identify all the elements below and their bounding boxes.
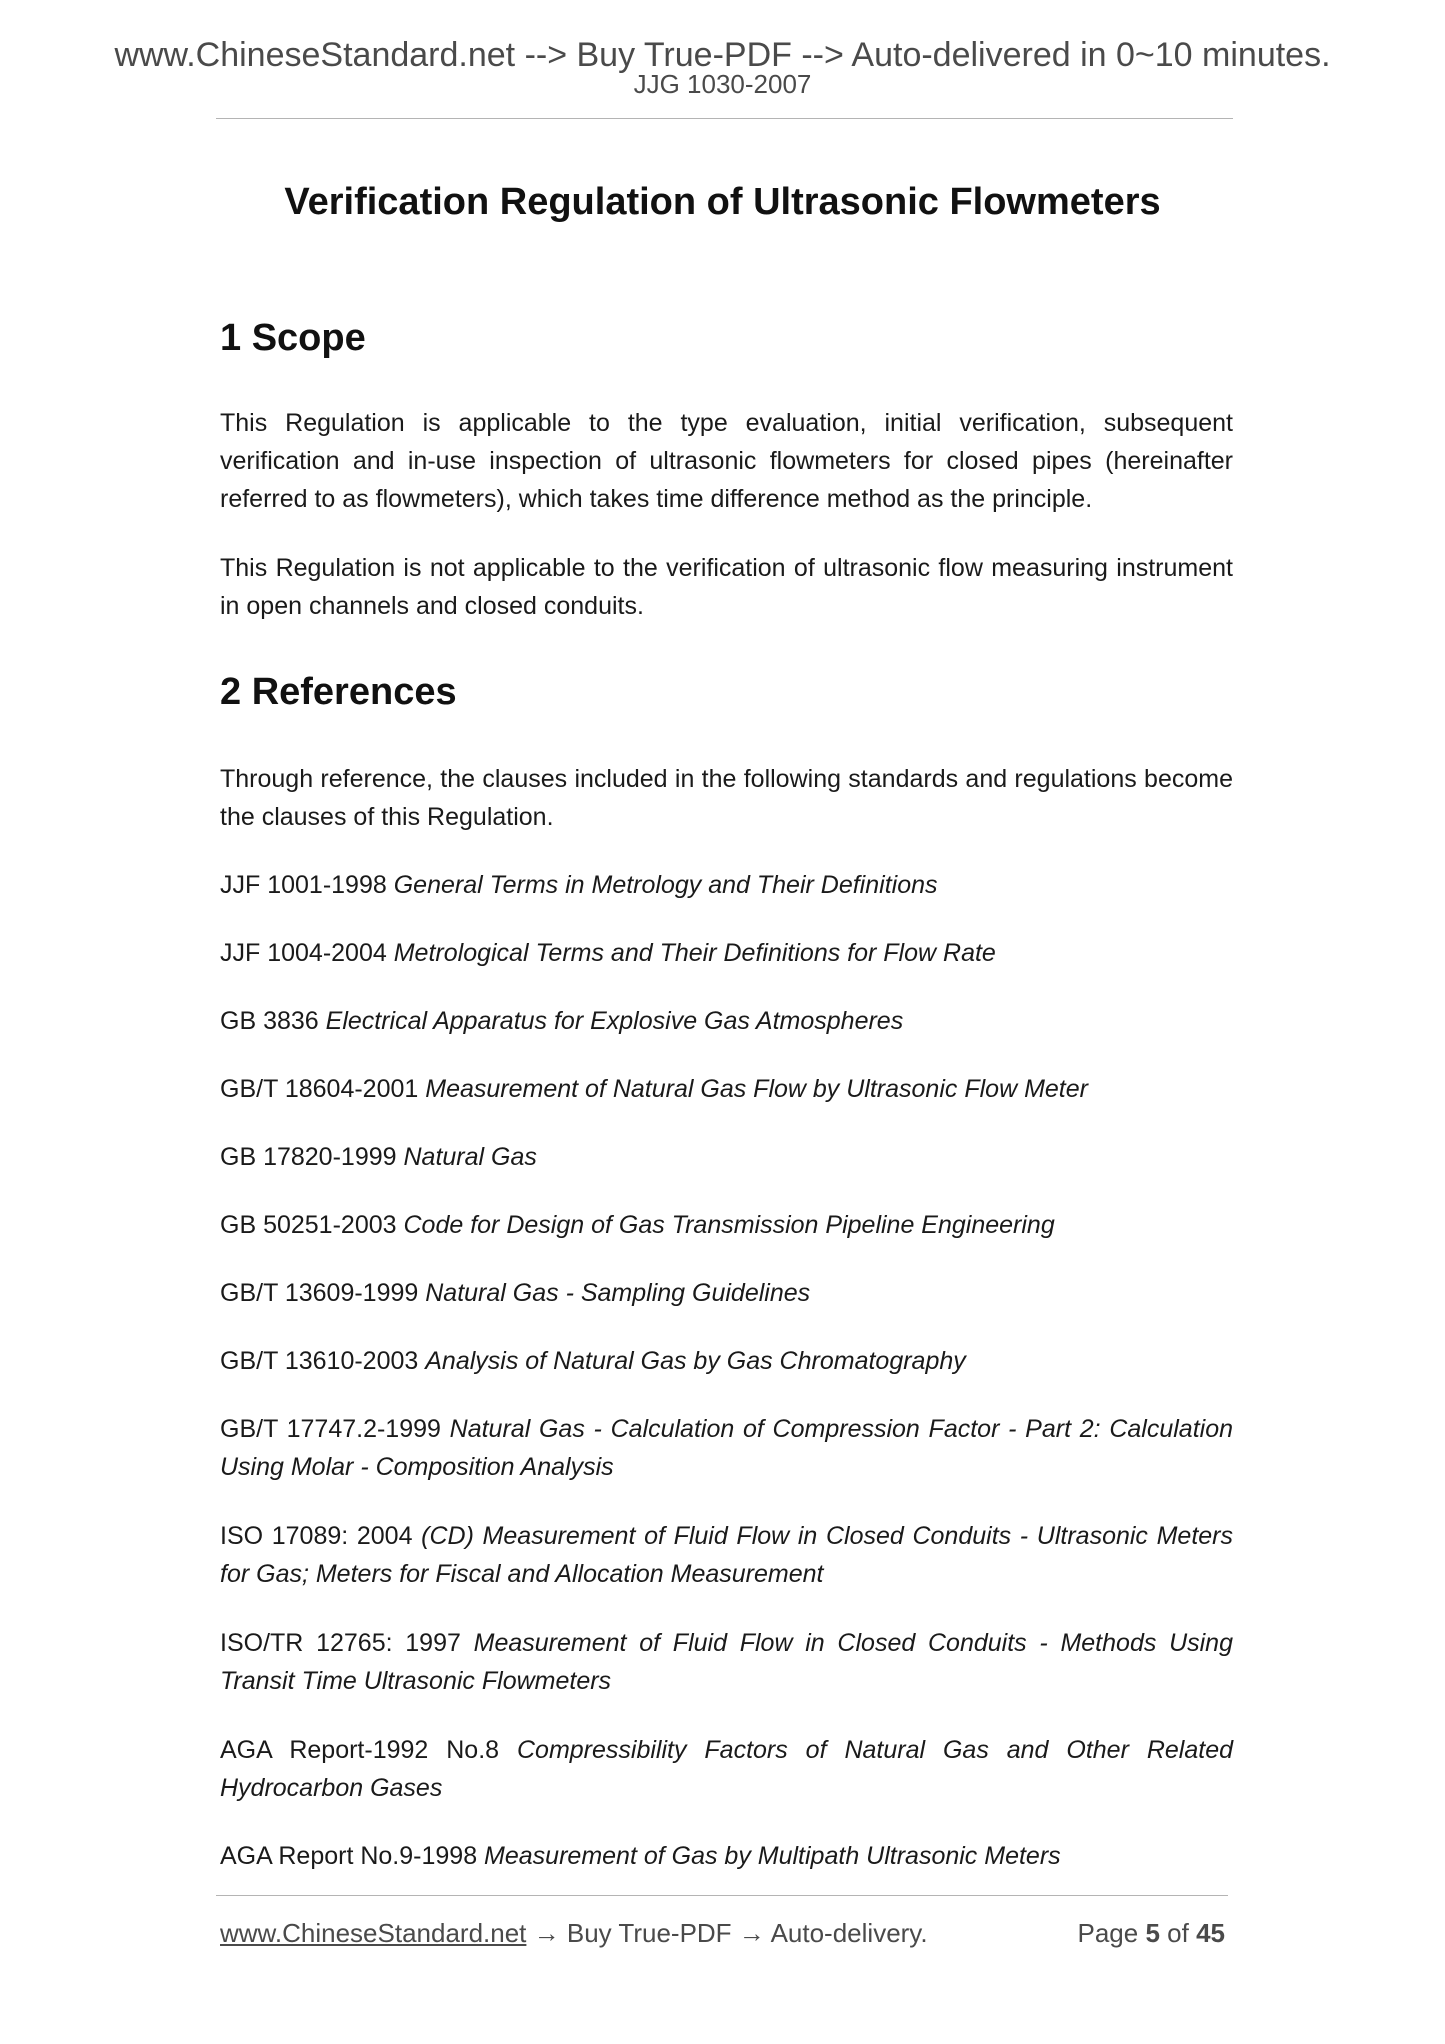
references-intro: Through reference, the clauses included in the following standards and regulations become the clauses of this Regulation. — [220, 765, 1233, 831]
section-heading-references: 2 References — [220, 671, 457, 713]
reference-item — [220, 1070, 1233, 1108]
reference-title: Measurement of Fluid Flow in Closed Conduits - Methods Using Transit Time Ultrasonic Flowmeters — [220, 1629, 1233, 1695]
reference-title: (CD) Measurement of Fluid Flow in Closed Conduits - Ultrasonic Meters for Gas; Meters for Fiscal and Allocation Measurement — [220, 1522, 1233, 1588]
reference-item — [220, 1410, 1233, 1486]
page-label: Page — [1077, 1918, 1139, 1948]
reference-title: Metrological Terms and Their Definitions for Flow Rate — [393, 939, 996, 967]
reference-code: ISO 17089: 2004 — [220, 1522, 413, 1550]
reference-title: Analysis of Natural Gas by Gas Chromatography — [425, 1347, 966, 1375]
footer-site-link[interactable]: www.ChineseStandard.net — [220, 1918, 527, 1948]
reference-title: Electrical Apparatus for Explosive Gas Atmospheres — [325, 1007, 904, 1035]
footer-divider — [216, 1895, 1228, 1896]
document-code: JJG 1030-2007 — [633, 69, 812, 99]
reference-item — [220, 1206, 1233, 1244]
reference-item — [220, 1274, 1233, 1312]
reference-item — [220, 1342, 1233, 1380]
reference-code: GB/T 17747.2-1999 — [220, 1415, 441, 1443]
reference-code: AGA Report No.9-1998 — [220, 1842, 478, 1870]
reference-item — [220, 1002, 1233, 1040]
reference-title: General Terms in Metrology and Their Definitions — [393, 871, 938, 899]
page-indicator — [1077, 1918, 1225, 1949]
section-heading-scope: 1 Scope — [220, 317, 366, 359]
reference-title: Natural Gas - Sampling Guidelines — [425, 1279, 811, 1307]
page-banner: www.ChineseStandard.net --> Buy True-PDF --> Auto-delivered in 0~10 minutes. — [114, 36, 1331, 74]
reference-title: Natural Gas — [403, 1143, 537, 1171]
of-label: of — [1167, 1918, 1189, 1948]
reference-title: Compressibility Factors of Natural Gas and Other Related Hydrocarbon Gases — [220, 1736, 1234, 1802]
reference-code: JJF 1004-2004 — [220, 939, 387, 967]
reference-item — [220, 1837, 1233, 1875]
reference-code: GB 3836 — [220, 1007, 319, 1035]
reference-title: Code for Design of Gas Transmission Pipeline Engineering — [403, 1211, 1055, 1239]
reference-item — [220, 1624, 1233, 1700]
document-title: Verification Regulation of Ultrasonic Flowmeters — [284, 181, 1161, 223]
header-divider — [216, 118, 1233, 119]
reference-code: GB 50251-2003 — [220, 1211, 397, 1239]
reference-item — [220, 934, 1233, 972]
reference-title: Natural Gas - Calculation of Compression Factor - Part 2: Calculation Using Molar - Composition Analysis — [220, 1415, 1234, 1481]
reference-code: JJF 1001-1998 — [220, 871, 387, 899]
reference-item — [220, 866, 1233, 904]
reference-code: ISO/TR 12765: 1997 — [220, 1629, 461, 1657]
reference-code: GB/T 18604-2001 — [220, 1075, 419, 1103]
page-number: 5 — [1145, 1918, 1160, 1948]
page-total: 45 — [1196, 1918, 1225, 1948]
scope-paragraph: This Regulation is not applicable to the verification of ultrasonic flow measuring instrument in open channels and closed conduits. — [220, 554, 1233, 620]
footer-tagline: → Buy True-PDF → Auto-delivery. — [526, 1918, 928, 1948]
reference-code: AGA Report-1992 No.8 — [220, 1736, 500, 1764]
reference-item — [220, 1731, 1233, 1807]
scope-paragraph: This Regulation is applicable to the type evaluation, initial verification, subsequent verification and in-use inspection of ultrasonic flowmeters for closed pipes (hereinafter referred to as flowmeters), which takes time difference method as the principle. — [220, 409, 1233, 513]
page-footer — [220, 1918, 1225, 1949]
reference-code: GB 17820-1999 — [220, 1143, 397, 1171]
reference-title: Measurement of Gas by Multipath Ultrasonic Meters — [484, 1842, 1061, 1870]
reference-code: GB/T 13609-1999 — [220, 1279, 419, 1307]
reference-item — [220, 1517, 1233, 1593]
reference-title: Measurement of Natural Gas Flow by Ultrasonic Flow Meter — [425, 1075, 1088, 1103]
reference-code: GB/T 13610-2003 — [220, 1347, 419, 1375]
reference-item — [220, 1138, 1233, 1176]
